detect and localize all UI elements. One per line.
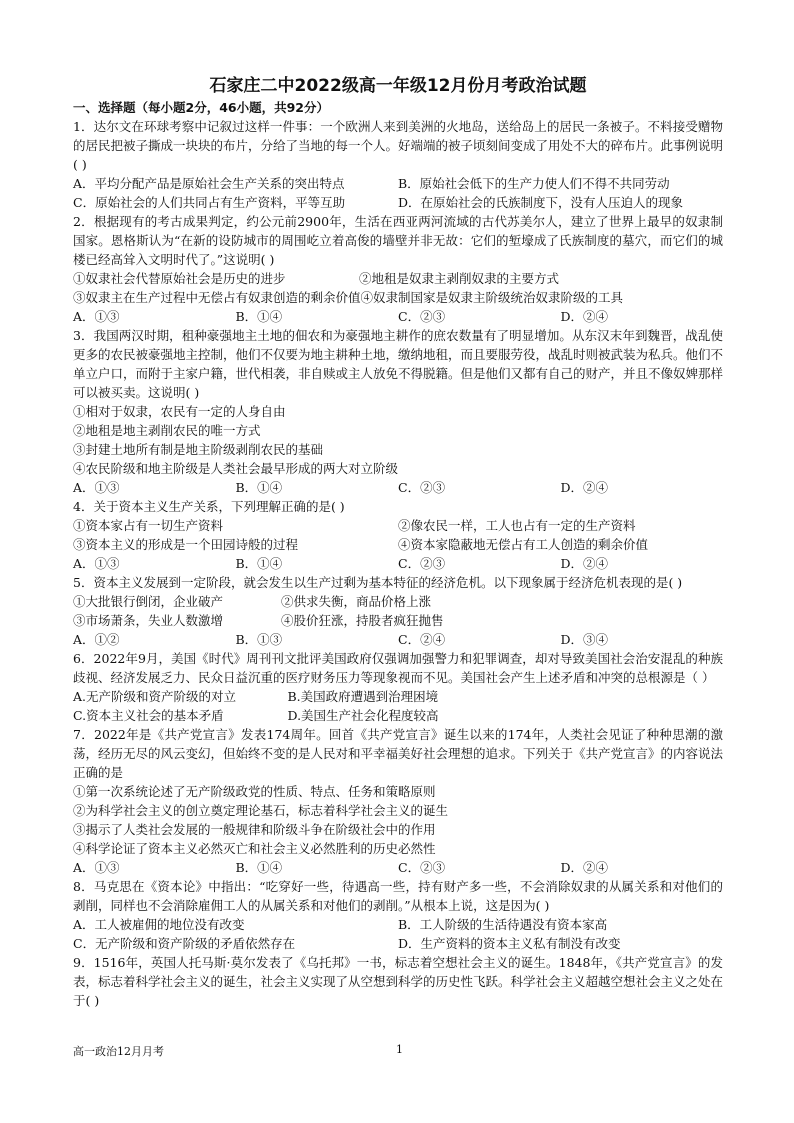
option-a: A．①③ bbox=[73, 556, 120, 571]
option-c: C．②③ bbox=[398, 860, 446, 875]
statement-4: ④农民阶级和地主阶级是人类社会最早形成的两大对立阶级 bbox=[73, 461, 399, 476]
page-title: 石家庄二中2022级高一年级12月份月考政治试题 bbox=[209, 76, 587, 96]
question-stem: 8．马克思在《资本论》中指出：“吃穿好一些，待遇高一些，持有财产多一些，不会消除奴隶的从属关系和对他们的剥削，同样也不会消除雇佣工人的从属关系和对他们的剥削。”从根本上说，这是因为( ) bbox=[73, 879, 723, 913]
option-b: B．原始社会低下的生产力使人们不得不共同劳动 bbox=[398, 176, 670, 191]
statement-1: ①相对于奴隶，农民有一定的人身自由 bbox=[73, 404, 286, 419]
option-a: A．①③ bbox=[73, 480, 120, 495]
question-8 bbox=[73, 877, 723, 953]
question-2 bbox=[73, 212, 723, 326]
option-d: D．③④ bbox=[560, 632, 609, 647]
option-d: D．生产资料的资本主义私有制没有改变 bbox=[398, 936, 621, 951]
statement-2: ②供求失衡，商品价格上涨 bbox=[281, 594, 432, 609]
statement-3: ③奴隶主在生产过程中无偿占有奴隶创造的剩余价值 bbox=[73, 290, 361, 305]
page-number: 1 bbox=[396, 1043, 403, 1056]
option-b: B．①④ bbox=[235, 860, 283, 875]
option-d: D．②④ bbox=[560, 556, 609, 571]
statement-4: ④科学论证了资本主义必然灭亡和社会主义必然胜利的历史必然性 bbox=[73, 841, 436, 856]
option-a: A．①② bbox=[73, 632, 120, 647]
statement-1: ①第一次系统论述了无产阶级政党的性质、特点、任务和策略原则 bbox=[73, 784, 436, 799]
question-stem: 6．2022年9月，美国《时代》周刊刊文批评美国政府仅强调加强警力和犯罪调查，却对导致美国社会治安混乱的种族歧视、经济发展乏力、民众日益沉重的医疗财务压力等现象视而不见。美国社会产生上述矛盾和冲突的总根源是（ ） bbox=[73, 651, 723, 685]
question-stem: 9．1516年，英国人托马斯·莫尔发表了《乌托邦》一书，标志着空想社会主义的诞生。1848年，《共产党宣言》的发表，标志着科学社会主义的诞生，社会主义实现了从空想到科学的历史性飞跃。科学社会主义超越空想社会主义之处在于( ) bbox=[73, 955, 724, 1008]
section-heading: 一、选择题（每小题2分，46小题，共92分） bbox=[73, 100, 329, 115]
question-9 bbox=[73, 953, 723, 1010]
option-c: C．②③ bbox=[398, 480, 446, 495]
option-b: B.美国政府遭遇到治理困境 bbox=[287, 689, 439, 704]
statement-2: ②地租是地主剥削农民的唯一方式 bbox=[73, 423, 261, 438]
question-stem: 5．资本主义发展到一定阶段，就会发生以生产过剩为基本特征的经济危机。以下现象属于经济危机表现的是( ) bbox=[73, 575, 683, 590]
exam-page bbox=[73, 74, 723, 1010]
option-c: C．②④ bbox=[398, 632, 446, 647]
option-d: D．在原始社会的氏族制度下，没有人压迫人的现象 bbox=[398, 195, 684, 210]
option-b: B．①④ bbox=[235, 309, 283, 324]
statement-3: ③市场萧条，失业人数激增 bbox=[73, 613, 224, 628]
question-1 bbox=[73, 117, 723, 212]
question-stem: 7．2022年是《共产党宣言》发表174周年。回首《共产党宣言》诞生以来的174年，人类社会见证了种种思潮的激荡，经历无尽的风云变幻，但始终不变的是人民对和平幸福美好社会理想的追求。下列关于《共产党宣言》的内容说法正确的是 bbox=[73, 727, 724, 780]
option-b: B．①④ bbox=[235, 556, 283, 571]
option-a: A．平均分配产品是原始社会生产关系的突出特点 bbox=[73, 176, 345, 191]
option-c: C．无产阶级和资产阶级的矛盾依然存在 bbox=[73, 936, 296, 951]
option-d: D．②④ bbox=[560, 309, 609, 324]
statement-2: ②像农民一样，工人也占有一定的生产资料 bbox=[398, 518, 636, 533]
option-c: C．②③ bbox=[398, 309, 446, 324]
statement-2: ②为科学社会主义的创立奠定理论基石，标志着科学社会主义的诞生 bbox=[73, 803, 449, 818]
option-a: A．①③ bbox=[73, 860, 120, 875]
question-stem: 4．关于资本主义生产关系，下列理解正确的是( ) bbox=[73, 499, 345, 514]
statement-4: ④资本家隐蔽地无偿占有工人创造的剩余价值 bbox=[398, 537, 649, 552]
question-stem: 2．根据现有的考古成果判定，约公元前2900年，生活在西亚两河流域的古代苏美尔人，建立了世界上最早的奴隶制国家。恩格斯认为“在新的设防城市的周围屹立着高俊的墙壁并非无故：它们的堑壕成了氏族制度的墓穴，而它们的城楼已经高耸入文明时代了。”这说明( ) bbox=[73, 214, 723, 267]
statement-4: ④股价狂涨，持股者疯狂抛售 bbox=[281, 613, 444, 628]
option-b: B．工人阶级的生活待遇没有资本家高 bbox=[398, 917, 608, 932]
option-a: A．工人被雇佣的地位没有改变 bbox=[73, 917, 245, 932]
question-4 bbox=[73, 497, 723, 573]
statement-4: ④奴隶制国家是奴隶主阶级统治奴隶阶级的工具 bbox=[360, 290, 624, 305]
option-b: B．①④ bbox=[235, 480, 283, 495]
question-stem: 1．达尔文在环球考察中记叙过这样一件事：一个欧洲人来到美洲的火地岛，送给岛上的居民一条被子。不料接受赠物的居民把被子撕成一块块的布片，分给了当地的每一个人。好端端的被子顷刻间变成了用处不大的碎布片。此事例说明( ) bbox=[73, 119, 724, 172]
question-5 bbox=[73, 573, 723, 649]
statement-2: ②地租是奴隶主剥削奴隶的主要方式 bbox=[359, 271, 560, 286]
footer-label: 高一政治12月月考 bbox=[73, 1045, 164, 1058]
question-3 bbox=[73, 326, 723, 497]
question-7 bbox=[73, 725, 723, 877]
option-c: C．②③ bbox=[398, 556, 446, 571]
option-b: B．①③ bbox=[235, 632, 283, 647]
option-a: A．①③ bbox=[73, 309, 120, 324]
option-d: D．②④ bbox=[560, 480, 609, 495]
option-c: C．原始社会的人们共同占有生产资料，平等互助 bbox=[73, 195, 346, 210]
statement-3: ③资本主义的形成是一个田园诗般的过程 bbox=[73, 537, 299, 552]
option-a: A.无产阶级和资产阶级的对立 bbox=[73, 689, 237, 704]
statement-3: ③揭示了人类社会发展的一般规律和阶级斗争在阶级社会中的作用 bbox=[73, 822, 436, 837]
statement-1: ①大批银行倒闭，企业破产 bbox=[73, 594, 224, 609]
option-c: C.资本主义社会的基本矛盾 bbox=[73, 708, 224, 723]
statement-1: ①奴隶社会代替原始社会是历史的进步 bbox=[73, 271, 286, 286]
question-6 bbox=[73, 649, 723, 725]
option-d: D．②④ bbox=[560, 860, 609, 875]
question-stem: 3．我国两汉时期，租种豪强地主土地的佃农和为豪强地主耕作的庶农数量有了明显增加。从东汉末年到魏晋，战乱使更多的农民被豪强地主控制，他们不仅要为地主耕种土地，缴纳地租，而且要服劳役，战乱时则被武装为私兵。他们不单立户口，而附于主家户籍，世代相袭，非自赎或主人放免不得脱籍。但是他们又都有自己的财产，并且不像奴婢那样可以被买卖。这说明( ) bbox=[73, 328, 724, 400]
option-d: D.美国生产社会化程度较高 bbox=[287, 708, 439, 723]
statement-3: ③封建土地所有制是地主阶级剥削农民的基础 bbox=[73, 442, 324, 457]
statement-1: ①资本家占有一切生产资料 bbox=[73, 518, 224, 533]
